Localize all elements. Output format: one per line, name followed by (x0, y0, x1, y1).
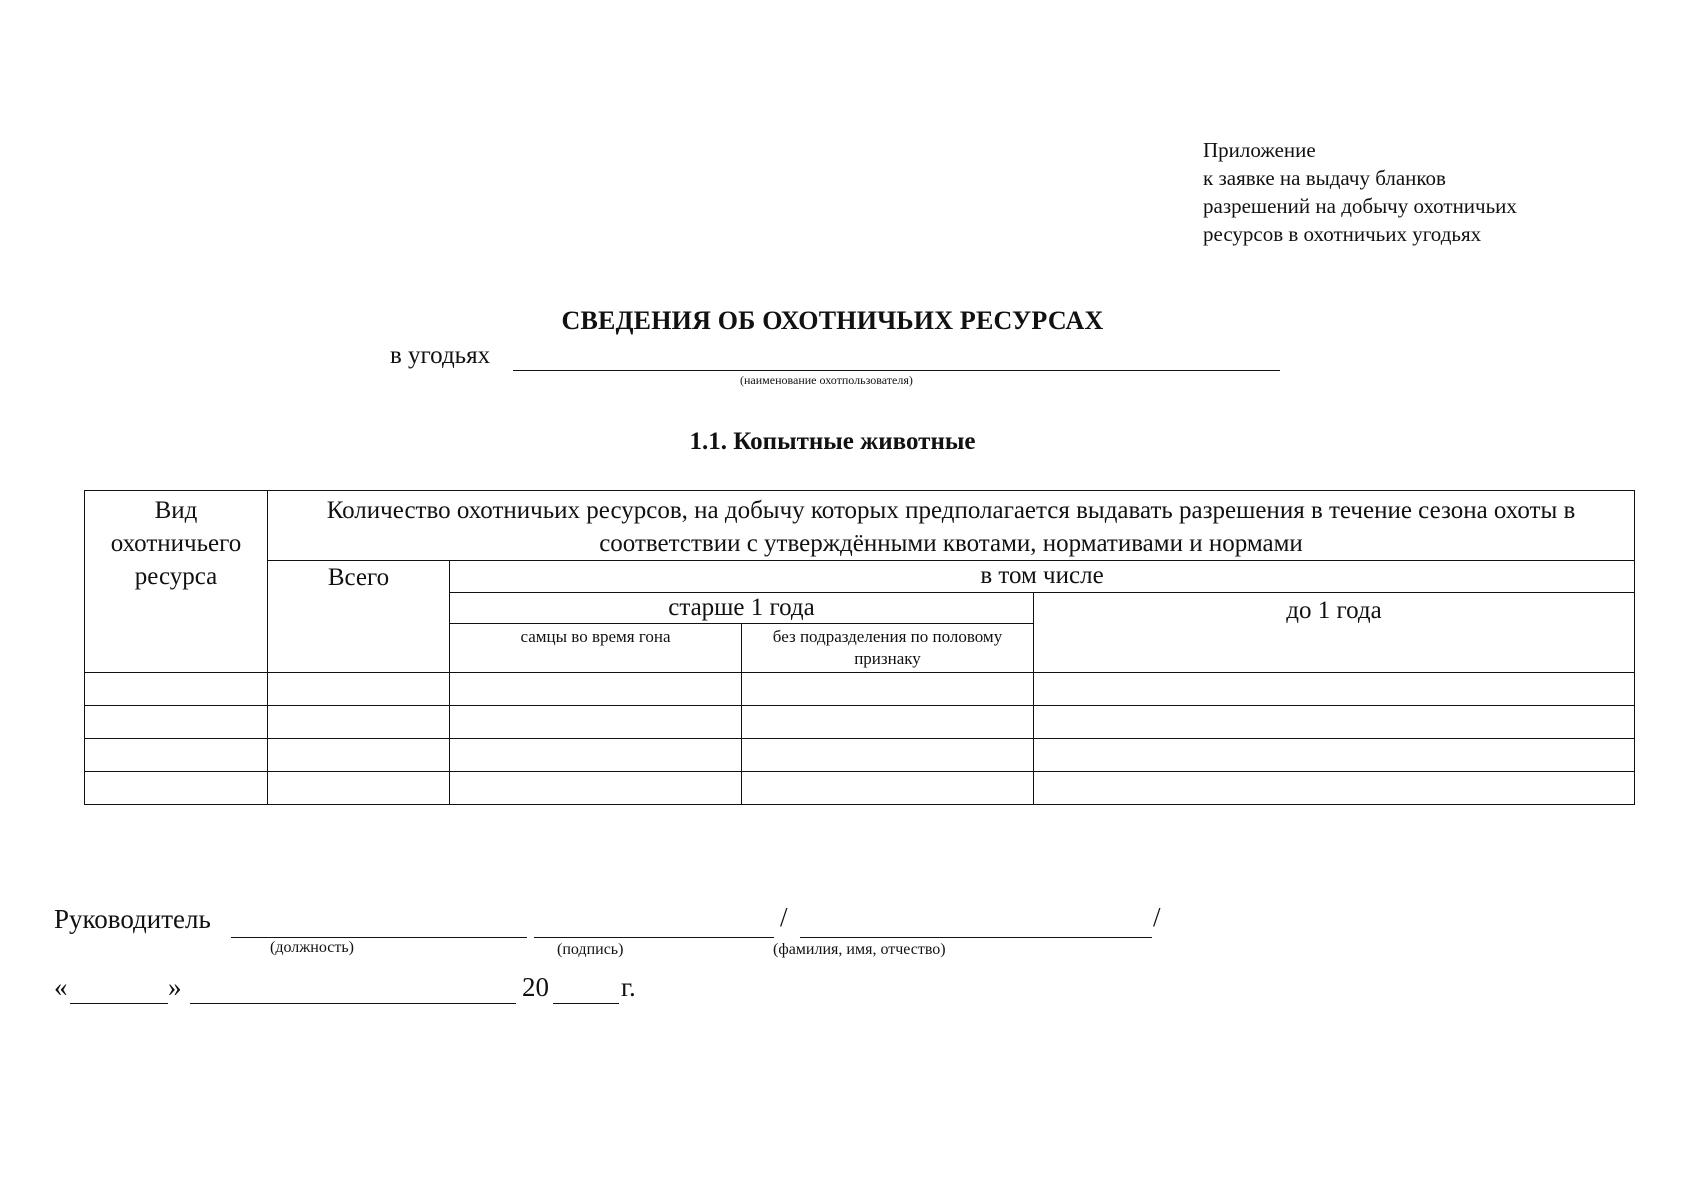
month-fill-line[interactable] (190, 1003, 516, 1004)
date-open-quote: « (54, 972, 68, 1002)
signature-caption: (подпись) (557, 941, 624, 958)
table-cell[interactable] (1034, 673, 1635, 706)
table-cell[interactable] (742, 739, 1034, 772)
table-row (85, 706, 1635, 739)
header-including: в том числе (450, 561, 1635, 593)
appendix-line-1: Приложение (1203, 138, 1316, 162)
table-row (85, 739, 1635, 772)
header-older-than-1-year: старше 1 года (450, 593, 1034, 624)
grounds-fill-line[interactable] (513, 370, 1280, 371)
header-without-sex-division: без подразделения по половому признаку (742, 624, 1034, 673)
table-cell[interactable] (742, 772, 1034, 805)
table-row (85, 673, 1635, 706)
grounds-label: в угодьях (390, 342, 491, 369)
table-cell[interactable] (85, 673, 268, 706)
position-caption: (должность) (270, 939, 354, 956)
table-cell[interactable] (268, 772, 450, 805)
resources-table-wrapper (84, 490, 1634, 805)
date-close-quote: » (168, 972, 182, 1002)
grounds-caption: (наименование охотпользователя) (740, 373, 913, 387)
table-cell[interactable] (1034, 739, 1635, 772)
full-name-caption: (фамилия, имя, отчество) (773, 941, 946, 958)
resources-table (84, 490, 1635, 805)
signature-fill-line[interactable] (534, 937, 774, 938)
slash-separator: / (1153, 902, 1161, 932)
appendix-note (1203, 136, 1517, 248)
header-total: Всего (268, 561, 450, 673)
year-prefix: 20 (522, 972, 549, 1002)
table-cell[interactable] (450, 772, 742, 805)
appendix-line-2: к заявке на выдачу бланков (1203, 166, 1446, 190)
table-row (85, 772, 1635, 805)
appendix-line-3: разрешений на добычу охотничьих (1203, 194, 1517, 218)
year-suffix: г. (621, 972, 636, 1002)
table-cell[interactable] (742, 706, 1034, 739)
table-cell[interactable] (268, 706, 450, 739)
table-cell[interactable] (85, 739, 268, 772)
header-males-during-rut: самцы во время гона (450, 624, 742, 673)
table-cell[interactable] (268, 739, 450, 772)
table-cell[interactable] (1034, 706, 1635, 739)
section-title: 1.1. Копытные животные (689, 428, 976, 455)
table-cell[interactable] (742, 673, 1034, 706)
year-fill-line[interactable] (553, 1003, 619, 1004)
header-quantity: Количество охотничьих ресурсов, на добычу которых предполагается выдавать разрешения в течение сезона охоты в соответствии с утверждёнными квотами, нормативами и нормами (268, 491, 1635, 561)
table-cell[interactable] (85, 772, 268, 805)
table-cell[interactable] (450, 673, 742, 706)
table-cell[interactable] (450, 706, 742, 739)
header-resource-type: Вид охотничьего ресурса (85, 491, 268, 673)
document-title: СВЕДЕНИЯ ОБ ОХОТНИЧЬИХ РЕСУРСАХ (561, 306, 1104, 335)
table-cell[interactable] (450, 739, 742, 772)
full-name-fill-line[interactable] (800, 937, 1152, 938)
manager-label: Руководитель (54, 904, 211, 934)
header-under-1-year: до 1 года (1034, 593, 1635, 673)
table-cell[interactable] (85, 706, 268, 739)
table-cell[interactable] (268, 673, 450, 706)
slash-separator: / (780, 902, 788, 932)
day-fill-line[interactable] (70, 1003, 168, 1004)
appendix-line-4: ресурсов в охотничьих угодьях (1203, 222, 1482, 246)
table-cell[interactable] (1034, 772, 1635, 805)
position-fill-line[interactable] (231, 937, 527, 938)
